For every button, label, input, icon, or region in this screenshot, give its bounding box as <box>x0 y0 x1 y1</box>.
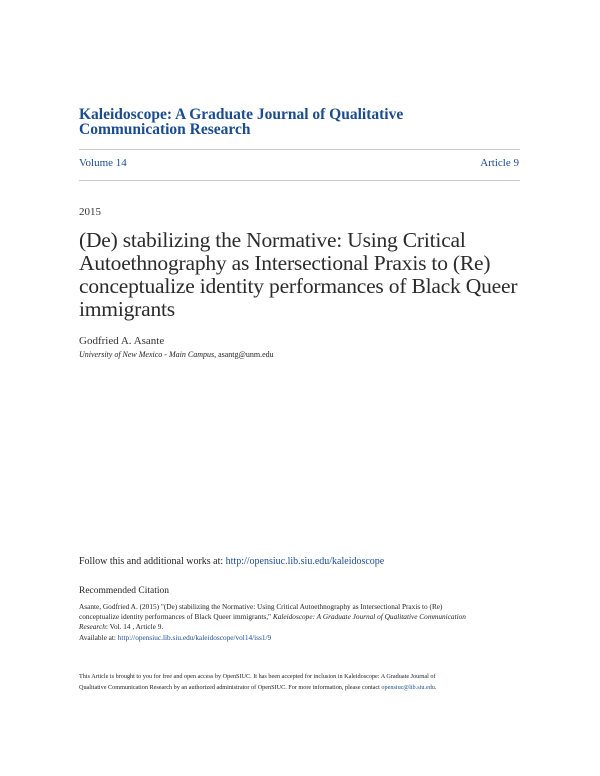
footer-line1: This Article is brought to you for free and open access by OpenSIUC. It has been accepted for inclusion in Kaleidoscope: A Graduate Journal of <box>79 673 436 680</box>
journal-title[interactable] <box>79 107 519 137</box>
divider-top <box>79 149 520 150</box>
author-affiliation <box>79 350 274 359</box>
citation-line2-plain: conceptualize identity performances of Black Queer immigrants," <box>79 612 273 622</box>
citation-line3-italic: Research <box>79 622 106 632</box>
footer-notice <box>79 672 524 693</box>
follow-text: Follow this and additional works at: <box>79 556 226 567</box>
recommended-citation-heading: Recommended Citation <box>79 586 169 596</box>
follow-line <box>79 556 384 567</box>
publication-year: 2015 <box>79 206 101 218</box>
footer-line2: Qualitative Communication Research by an authorized administrator of OpenSIUC. For more information, please contact <box>79 683 382 691</box>
affiliation-text: University of New Mexico - Main Campus <box>79 350 215 359</box>
journal-title-line1: Kaleidoscope: A Graduate Journal of Qualitative <box>79 106 404 123</box>
footer-contact-email[interactable]: opensiuc@lib.siu.edu <box>381 683 435 691</box>
citation-line2-italic: Kaleidoscope: A Graduate Journal of Qualitative Communication <box>272 612 466 622</box>
article-number-link[interactable]: Article 9 <box>480 157 519 169</box>
footer-end: . <box>434 683 437 691</box>
divider-bottom <box>79 180 520 181</box>
available-label: Available at: <box>79 632 118 642</box>
citation-line3-plain: : Vol. 14 , Article 9. <box>105 622 164 632</box>
article-title: (De) stabilizing the Normative: Using Critical Autoethnography as Intersectional Praxis to (Re) conceptualize identity performances of Black Queer immigrants <box>79 228 518 321</box>
volume-link[interactable]: Volume 14 <box>79 157 127 169</box>
follow-link[interactable]: http://opensiuc.lib.siu.edu/kaleidoscope <box>225 556 385 567</box>
author-name: Godfried A. Asante <box>79 335 165 347</box>
author-email[interactable]: , asantg@unm.edu <box>214 350 274 359</box>
citation-line1: Asante, Godfried A. (2015) "(De) stabilizing the Normative: Using Critical Autoethnography as Intersectional Praxis to (Re) <box>79 602 443 611</box>
available-link[interactable]: http://opensiuc.lib.siu.edu/kaleidoscope/vol14/iss1/9 <box>117 632 272 642</box>
citation-block <box>79 602 524 643</box>
journal-title-line2: Communication Research <box>79 121 251 138</box>
journal-title-link[interactable] <box>79 106 403 138</box>
